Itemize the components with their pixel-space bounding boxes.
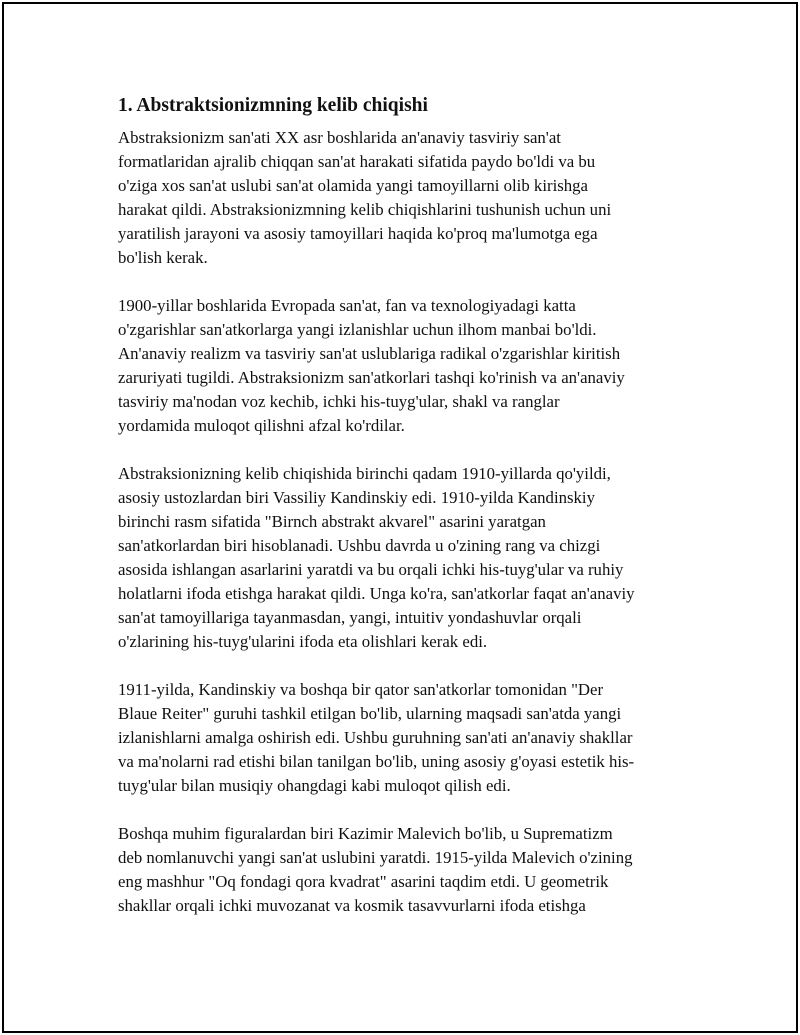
text-line: o'zlarining his-tuyg'ularini ifoda eta olishlari kerak edi. bbox=[118, 632, 488, 651]
text-line: zaruriyati tugildi. Abstraksionizm san'atkorlari tashqi ko'rinish va an'anaviy bbox=[118, 368, 625, 387]
text-line: 1911-yilda, Kandinskiy va boshqa bir qator san'atkorlar tomonidan "Der bbox=[118, 680, 604, 699]
text-line: o'ziga xos san'at uslubi san'at olamida yangi tamoyillarni olib kirishga bbox=[118, 176, 588, 195]
text-line: harakat qildi. Abstraksionizmning kelib chiqishlarini tushunish uchun uni bbox=[118, 200, 612, 219]
text-line: tuyg'ular bilan musiqiy ohangdagi kabi muloqot qilish edi. bbox=[118, 776, 511, 795]
text-line: 1900-yillar boshlarida Evropada san'at, fan va texnologiyadagi katta bbox=[118, 296, 576, 315]
text-line: Abstraksionizm san'ati XX asr boshlarida an'anaviy tasviriy san'at bbox=[118, 128, 561, 147]
text-line: Abstraksionizning kelib chiqishida birinchi qadam 1910-yillarda qo'yildi, bbox=[118, 464, 611, 483]
text-line: yaratilish jarayoni va asosiy tamoyillari haqida ko'proq ma'lumotga ega bbox=[118, 224, 598, 243]
text-line: o'zgarishlar san'atkorlarga yangi izlanishlar uchun ilhom manbai bo'ldi. bbox=[118, 320, 597, 339]
text-line: birinchi rasm sifatida "Birnch abstrakt akvarel" asarini yaratgan bbox=[118, 512, 546, 531]
text-line: tasviriy ma'nodan voz kechib, ichki his-tuyg'ular, shakl va ranglar bbox=[118, 392, 560, 411]
paragraph-list bbox=[118, 126, 698, 918]
paragraph bbox=[118, 126, 698, 270]
text-line: Boshqa muhim figuralardan biri Kazimir Malevich bo'lib, u Suprematizm bbox=[118, 824, 613, 843]
text-line: san'at tamoyillariga tayanmasdan, yangi, intuitiv yondashuvlar orqali bbox=[118, 608, 582, 627]
text-line: formatlaridan ajralib chiqqan san'at harakati sifatida paydo bo'ldi va bu bbox=[118, 152, 596, 171]
section-title: 1. Abstraktsionizmning kelib chiqishi bbox=[118, 95, 428, 116]
text-line: yordamida muloqot qilishni afzal ko'rdilar. bbox=[118, 416, 405, 435]
text-line: bo'lish kerak. bbox=[118, 248, 208, 267]
text-line: holatlarni ifoda etishga harakat qildi. Unga ko'ra, san'atkorlar faqat an'anaviy bbox=[118, 584, 635, 603]
text-line: asosiy ustozlardan biri Vassiliy Kandinskiy edi. 1910-yilda Kandinskiy bbox=[118, 488, 595, 507]
text-line: san'atkorlardan biri hisoblanadi. Ushbu davrda u o'zining rang va chizgi bbox=[118, 536, 601, 555]
paragraph bbox=[118, 294, 698, 438]
text-line: An'anaviy realizm va tasviriy san'at uslublariga radikal o'zgarishlar kiritish bbox=[118, 344, 621, 363]
text-line: Blaue Reiter" guruhi tashkil etilgan bo'lib, ularning maqsadi san'atda yangi bbox=[118, 704, 622, 723]
text-line: deb nomlanuvchi yangi san'at uslubini yaratdi. 1915-yilda Malevich o'zining bbox=[118, 848, 633, 867]
paragraph bbox=[118, 678, 698, 798]
document-body bbox=[118, 94, 698, 942]
text-line: asosida ishlangan asarlarini yaratdi va bu orqali ichki his-tuyg'ular va ruhiy bbox=[118, 560, 624, 579]
paragraph bbox=[118, 462, 698, 654]
paragraph bbox=[118, 822, 698, 918]
text-line: va ma'nolarni rad etishi bilan tanilgan bo'lib, uning asosiy g'oyasi estetik his- bbox=[118, 752, 635, 771]
text-line: izlanishlarni amalga oshirish edi. Ushbu guruhning san'ati an'anaviy shakllar bbox=[118, 728, 633, 747]
text-line: shakllar orqali ichki muvozanat va kosmik tasavvurlarni ifoda etishga bbox=[118, 896, 586, 915]
text-line: eng mashhur "Oq fondagi qora kvadrat" asarini taqdim etdi. U geometrik bbox=[118, 872, 609, 891]
